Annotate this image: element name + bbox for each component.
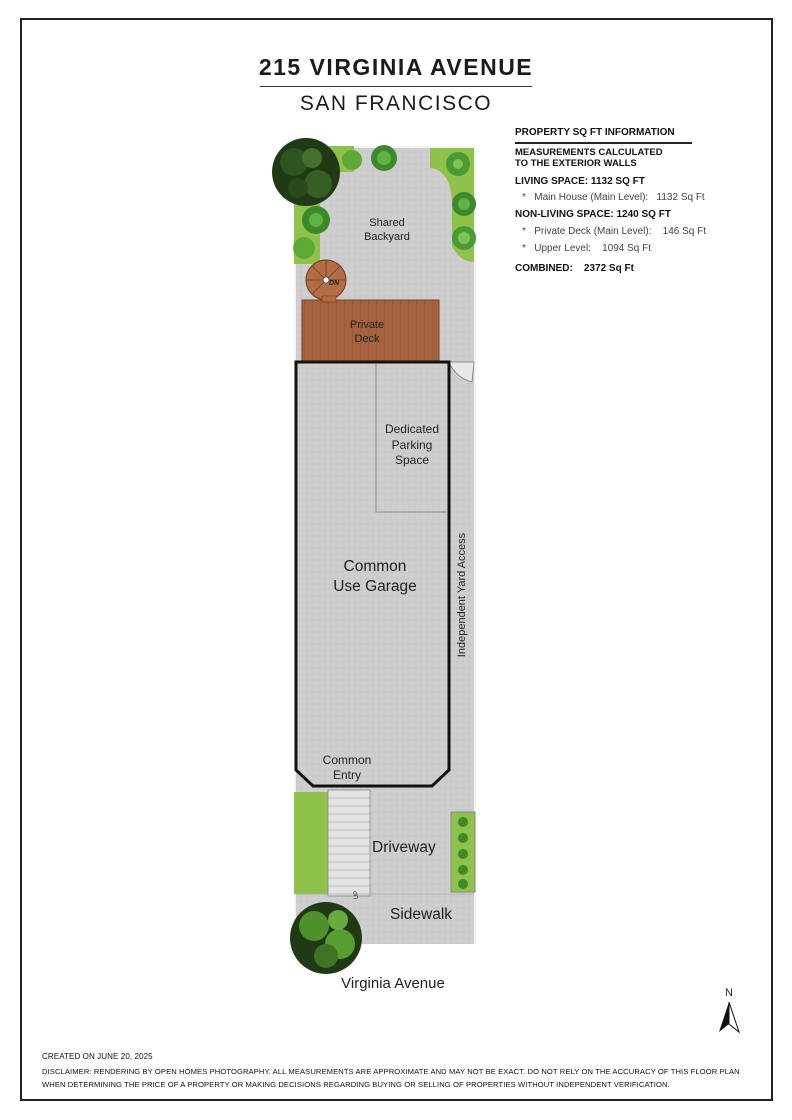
combined-value: 2372 Sq Ft [583, 263, 634, 274]
common-entry-label [312, 753, 382, 783]
tree-icon [290, 902, 362, 974]
item-label: Private Deck (Main Level): [534, 226, 652, 237]
city-subtitle: SAN FRANCISCO [299, 92, 493, 115]
label-line: Shared [369, 217, 405, 229]
item-label: Main House (Main Level): [534, 192, 649, 203]
yard-access-label: Independent Yard Access [456, 532, 468, 658]
driveway-label: Driveway [372, 839, 436, 856]
sidewalk-label: Sidewalk [390, 906, 453, 923]
private-deck-label [322, 318, 412, 346]
disclaimer-line2: WHEN DETERMINING THE PRICE OF A PROPERTY OR MAKING DECISIONS REGARDING BUYING OR SELLING OF PROPERTIES WITHOUT INDEPENDENT VERIFICATION. [42, 1080, 670, 1089]
item-label: Upper Level: [534, 243, 591, 254]
parking-space-label [372, 422, 452, 469]
front-lawn [294, 792, 328, 894]
living-space-heading: LIVING SPACE: 1132 SQ FT [515, 176, 645, 187]
item-value: 1094 Sq Ft [602, 243, 651, 254]
label-line: Common [322, 753, 372, 767]
disclaimer-line1: DISCLAIMER: RENDERING BY OPEN HOMES PHOTOGRAPHY. ALL MEASUREMENTS ARE APPROXIMATE AND MAY NOT BE EXACT. DO NOT RELY ON THE ACCURACY OF THIS FLOOR PLAN [42, 1067, 740, 1076]
label-line: Deck [354, 333, 380, 345]
label-line: Dedicated [384, 422, 440, 436]
bullet: * [522, 192, 526, 203]
combined-label: COMBINED: [515, 263, 573, 274]
tree-icon [272, 138, 340, 206]
label-line: Common [343, 558, 407, 575]
label-line: Backyard [364, 231, 410, 243]
north-arrow-icon [719, 1002, 739, 1032]
street-label: Virginia Avenue [341, 975, 445, 992]
stair-up-label: UP [354, 890, 360, 900]
label-line: Entry [332, 768, 361, 782]
item-value: 146 Sq Ft [662, 226, 706, 237]
bullet: * [522, 243, 526, 254]
label-line: Space [394, 453, 430, 467]
non-living-heading: NON-LIVING SPACE: 1240 SQ FT [515, 209, 671, 220]
bullet: * [522, 226, 526, 237]
north-label: N [725, 987, 733, 999]
front-stairs [328, 790, 370, 896]
created-date: CREATED ON JUNE 20, 2025 [42, 1052, 153, 1061]
stair-down-label: DN [328, 280, 340, 287]
property-address-title: 215 VIRGINIA AVENUE [258, 54, 534, 80]
shared-backyard-label [345, 216, 429, 244]
item-value: 1132 Sq Ft [656, 192, 705, 203]
calc-note-line1: MEASUREMENTS CALCULATED [515, 147, 663, 158]
label-line: Use Garage [333, 578, 417, 595]
label-line: Private [349, 319, 385, 331]
label-line: Parking [391, 437, 433, 452]
garage-label [310, 557, 440, 597]
info-heading: PROPERTY SQ FT INFORMATION [515, 127, 675, 138]
calc-note-line2: TO THE EXTERIOR WALLS [515, 158, 637, 169]
